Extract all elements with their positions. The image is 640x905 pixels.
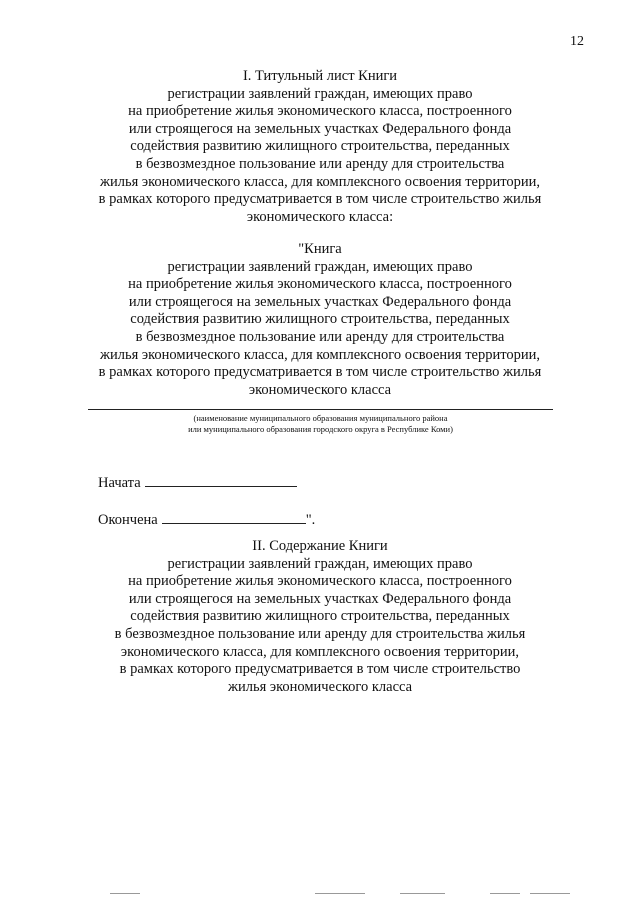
section1-heading-block [60, 68, 580, 226]
footer-mark [490, 893, 520, 894]
footer-mark [400, 893, 445, 894]
caption-line: (наименование муниципального образования муниципального района [193, 413, 448, 423]
section2-heading-block [60, 538, 580, 696]
section2-line: или строящегося на земельных участках Федерального фонда [128, 590, 512, 607]
section1-line: жилья экономического класса, для комплексного освоения территории, [99, 173, 541, 190]
started-label: Начата [98, 475, 141, 491]
section2-line: в безвозмездное пользование или аренду для строительства жилья [114, 625, 526, 642]
footer-mark [110, 893, 140, 894]
section1-line: в безвозмездное пользование или аренду для строительства [135, 155, 505, 172]
section1-line: в рамках которого предусматривается в том числе строительство жилья [98, 191, 542, 208]
ended-label: Окончена [98, 512, 158, 528]
book-title-line: или строящегося на земельных участках Федерального фонда [128, 293, 512, 310]
book-title-line: в безвозмездное пользование или аренду для строительства [135, 328, 505, 345]
section1-line: или строящегося на земельных участках Федерального фонда [128, 120, 512, 137]
book-title-block [60, 241, 580, 399]
ended-suffix: ". [305, 512, 316, 528]
page-number: 12 [570, 34, 584, 49]
ended-field-row [98, 509, 315, 529]
book-title-line: в рамках которого предусматривается в том числе строительство жилья [98, 364, 542, 381]
footer-mark [530, 893, 570, 894]
section2-line: на приобретение жилья экономического класса, построенного [128, 573, 512, 590]
section2-line: содействия развитию жилищного строительства, переданных [130, 608, 510, 625]
book-title-line: жилья экономического класса, для комплексного освоения территории, [99, 346, 541, 363]
footer-mark [315, 893, 365, 894]
section2-title: II. Содержание Книги [252, 538, 388, 554]
municipality-name-line [88, 409, 553, 410]
book-title-line: содействия развитию жилищного строительства, переданных [130, 311, 510, 328]
municipality-caption [88, 413, 553, 435]
caption-line: или муниципального образования городского округа в Республике Коми) [188, 424, 453, 434]
book-title-heading: "Книга [298, 241, 342, 257]
section2-line: регистрации заявлений граждан, имеющих право [167, 555, 473, 572]
footer-scan-marks [110, 893, 570, 895]
section1-line: регистрации заявлений граждан, имеющих право [167, 85, 473, 102]
section1-line: экономического класса: [246, 208, 394, 225]
section1-line: на приобретение жилья экономического класса, построенного [128, 103, 512, 120]
section1-title: I. Титульный лист Книги [242, 68, 398, 84]
book-title-line: на приобретение жилья экономического класса, построенного [128, 276, 512, 293]
book-title-line: регистрации заявлений граждан, имеющих право [167, 258, 473, 275]
started-blank-line [145, 472, 297, 487]
book-title-line: экономического класса [248, 381, 392, 398]
section2-line: жилья экономического класса [227, 678, 413, 695]
section2-line: в рамках которого предусматривается в том числе строительство [119, 661, 521, 678]
section2-line: экономического класса, для комплексного освоения территории, [120, 643, 520, 660]
section1-line: содействия развитию жилищного строительства, переданных [130, 138, 510, 155]
started-field-row [98, 472, 297, 492]
ended-blank-line [162, 509, 306, 524]
